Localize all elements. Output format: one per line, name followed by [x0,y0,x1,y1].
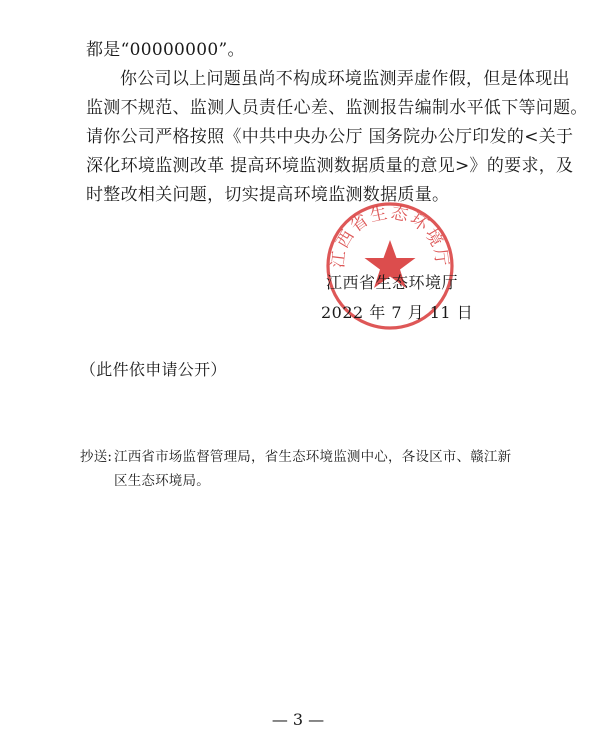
signature-date: 2022 年 7 月 11 日 [321,303,474,322]
cc-label: 抄送: [80,449,113,465]
body-line-3: 监测不规范、监测人员责任心差、监测报告编制水平低下等问题。 [86,98,588,118]
body-line-6: 时整改相关问题，切实提高环境监测数据质量。 [86,185,450,205]
cc-line-1: 江西省市场监督管理局，省生态环境监测中心，各设区市、赣江新 [114,449,512,465]
body-line-2: 你公司以上问题虽尚不构成环境监测弄虚作假，但是体现出 [120,69,570,89]
signature-org: 江西省生态环境厅 [326,273,459,292]
disclosure-note: （此件依申请公开） [80,360,227,379]
cc-line-2: 区生态环境局。 [114,473,210,489]
body-line-4: 请你公司严格按照《中共中央办公厅 国务院办公厅印发的<关于 [86,127,574,147]
svg-text:江西省生态环境厅: 江西省生态环境厅 [328,202,452,270]
body-line-5: 深化环境监测改革 提高环境监测数据质量的意见>》的要求，及 [86,156,574,176]
page-number: — 3 — [271,710,325,729]
body-line-1: 都是“00000000”。 [86,40,245,60]
